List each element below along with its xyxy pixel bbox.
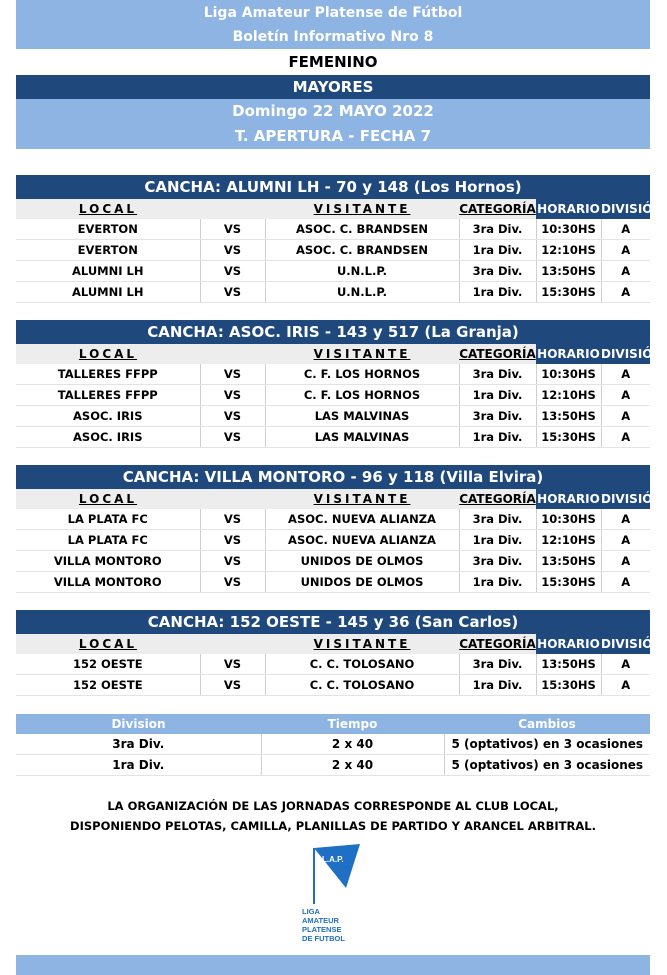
header-vs-spacer <box>200 634 265 654</box>
match-division: A <box>601 282 650 303</box>
cancha-block <box>16 465 663 593</box>
header-division: DIVISIÓN <box>601 489 650 509</box>
match-visitante: U.N.L.P. <box>265 282 459 303</box>
match-horario: 15:30HS <box>536 675 601 696</box>
match-local: VILLA MONTORO <box>16 572 200 593</box>
match-local: LA PLATA FC <box>16 530 200 551</box>
matches-table <box>16 344 663 448</box>
match-row <box>16 406 650 427</box>
match-visitante: UNIDOS DE OLMOS <box>265 551 459 572</box>
match-horario: 12:10HS <box>536 240 601 261</box>
header-local: LOCAL <box>16 199 200 219</box>
header-visitante: VISITANTE <box>265 489 459 509</box>
date-line: Domingo 22 MAYO 2022 <box>16 99 650 124</box>
cancha-title: CANCHA: VILLA MONTORO - 96 y 118 (Villa Elvira) <box>16 465 650 489</box>
match-horario: 15:30HS <box>536 572 601 593</box>
match-categoria: 3ra Div. <box>459 509 536 530</box>
match-categoria: 1ra Div. <box>459 282 536 303</box>
header-horario: HORARIO <box>536 489 601 509</box>
logo-text-line3: PLATENSE <box>302 925 342 934</box>
match-vs: VS <box>200 385 265 406</box>
match-row <box>16 282 650 303</box>
header-categoria: CATEGORÍA <box>459 199 536 219</box>
header-categoria: CATEGORÍA <box>459 634 536 654</box>
header-division: DIVISIÓN <box>601 344 650 364</box>
league-title: Liga Amateur Platense de Fútbol <box>16 0 650 25</box>
match-local: EVERTON <box>16 219 200 240</box>
match-horario: 13:50HS <box>536 551 601 572</box>
match-horario: 13:50HS <box>536 406 601 427</box>
match-local: TALLERES FFPP <box>16 385 200 406</box>
column-header-row <box>16 634 650 654</box>
logo-text-line2: AMATEUR <box>302 916 339 925</box>
match-row <box>16 509 650 530</box>
match-visitante: LAS MALVINAS <box>265 406 459 427</box>
match-visitante: C. C. TOLOSANO <box>265 654 459 675</box>
match-local: VILLA MONTORO <box>16 551 200 572</box>
bulletin-header <box>16 0 650 149</box>
rules-block <box>16 714 650 776</box>
rules-header-row <box>16 714 650 734</box>
rules-tiempo: 2 x 40 <box>261 734 444 755</box>
match-categoria: 1ra Div. <box>459 385 536 406</box>
cancha-block <box>16 610 663 696</box>
match-vs: VS <box>200 509 265 530</box>
match-local: ALUMNI LH <box>16 261 200 282</box>
match-categoria: 3ra Div. <box>459 219 536 240</box>
cancha-title: CANCHA: ASOC. IRIS - 143 y 517 (La Granja) <box>16 320 650 344</box>
rules-tiempo: 2 x 40 <box>261 755 444 776</box>
logo-text-line4: DE FUTBOL <box>302 934 345 943</box>
matches-table <box>16 489 663 593</box>
match-division: A <box>601 509 650 530</box>
match-division: A <box>601 219 650 240</box>
match-visitante: C. C. TOLOSANO <box>265 675 459 696</box>
footer-bar <box>16 955 650 975</box>
match-division: A <box>601 364 650 385</box>
header-local: LOCAL <box>16 489 200 509</box>
match-categoria: 1ra Div. <box>459 240 536 261</box>
rules-division: 1ra Div. <box>16 755 261 776</box>
cancha-block <box>16 320 663 448</box>
match-division: A <box>601 530 650 551</box>
logo-text-line1: LIGA <box>302 907 320 916</box>
match-visitante: U.N.L.P. <box>265 261 459 282</box>
organization-note <box>16 796 650 836</box>
match-local: ALUMNI LH <box>16 282 200 303</box>
header-horario: HORARIO <box>536 199 601 219</box>
match-categoria: 1ra Div. <box>459 427 536 448</box>
header-local: LOCAL <box>16 344 200 364</box>
match-local: EVERTON <box>16 240 200 261</box>
match-row <box>16 654 650 675</box>
header-local: LOCAL <box>16 634 200 654</box>
header-categoria: CATEGORÍA <box>459 344 536 364</box>
cancha-title: CANCHA: 152 OESTE - 145 y 36 (San Carlos) <box>16 610 650 634</box>
tournament-line: T. APERTURA - FECHA 7 <box>16 124 650 149</box>
column-header-row <box>16 344 650 364</box>
match-vs: VS <box>200 551 265 572</box>
match-horario: 15:30HS <box>536 282 601 303</box>
match-horario: 13:50HS <box>536 654 601 675</box>
cancha-block <box>16 175 663 303</box>
bulletin-number: Boletín Informativo Nro 8 <box>16 25 650 49</box>
match-visitante: ASOC. NUEVA ALIANZA <box>265 530 459 551</box>
match-horario: 10:30HS <box>536 509 601 530</box>
rules-header-tiempo: Tiempo <box>261 714 444 734</box>
header-division: DIVISIÓN <box>601 199 650 219</box>
match-categoria: 3ra Div. <box>459 551 536 572</box>
match-visitante: LAS MALVINAS <box>265 427 459 448</box>
league-logo <box>300 842 380 952</box>
match-local: 152 OESTE <box>16 654 200 675</box>
match-categoria: 3ra Div. <box>459 261 536 282</box>
match-horario: 15:30HS <box>536 427 601 448</box>
matches-table <box>16 634 663 696</box>
match-visitante: ASOC. C. BRANDSEN <box>265 219 459 240</box>
match-visitante: ASOC. C. BRANDSEN <box>265 240 459 261</box>
match-row <box>16 551 650 572</box>
rules-table <box>16 714 650 776</box>
header-visitante: VISITANTE <box>265 199 459 219</box>
match-horario: 10:30HS <box>536 364 601 385</box>
match-local: TALLERES FFPP <box>16 364 200 385</box>
match-vs: VS <box>200 261 265 282</box>
division-title: MAYORES <box>16 75 650 99</box>
match-categoria: 1ra Div. <box>459 675 536 696</box>
header-vs-spacer <box>200 199 265 219</box>
rules-header-division: Division <box>16 714 261 734</box>
match-vs: VS <box>200 427 265 448</box>
header-categoria: CATEGORÍA <box>459 489 536 509</box>
match-vs: VS <box>200 654 265 675</box>
match-row <box>16 530 650 551</box>
note-line-2: DISPONIENDO PELOTAS, CAMILLA, PLANILLAS DE PARTIDO Y ARANCEL ARBITRAL. <box>70 819 596 833</box>
match-local: LA PLATA FC <box>16 509 200 530</box>
header-visitante: VISITANTE <box>265 634 459 654</box>
match-vs: VS <box>200 406 265 427</box>
match-row <box>16 572 650 593</box>
match-horario: 12:10HS <box>536 385 601 406</box>
match-division: A <box>601 572 650 593</box>
match-row <box>16 240 650 261</box>
match-categoria: 3ra Div. <box>459 406 536 427</box>
matches-table <box>16 199 663 303</box>
header-division: DIVISIÓN <box>601 634 650 654</box>
logo-flag <box>314 844 360 888</box>
match-division: A <box>601 240 650 261</box>
cancha-title: CANCHA: ALUMNI LH - 70 y 148 (Los Hornos) <box>16 175 650 199</box>
match-visitante: C. F. LOS HORNOS <box>265 385 459 406</box>
column-header-row <box>16 489 650 509</box>
match-vs: VS <box>200 675 265 696</box>
rules-cambios: 5 (optativos) en 3 ocasiones <box>444 734 650 755</box>
match-categoria: 3ra Div. <box>459 654 536 675</box>
header-horario: HORARIO <box>536 344 601 364</box>
rules-header-cambios: Cambios <box>444 714 650 734</box>
match-local: 152 OESTE <box>16 675 200 696</box>
match-categoria: 1ra Div. <box>459 530 536 551</box>
match-row <box>16 219 650 240</box>
header-visitante: VISITANTE <box>265 344 459 364</box>
match-vs: VS <box>200 364 265 385</box>
match-vs: VS <box>200 282 265 303</box>
match-horario: 10:30HS <box>536 219 601 240</box>
match-division: A <box>601 406 650 427</box>
match-categoria: 1ra Div. <box>459 572 536 593</box>
match-division: A <box>601 551 650 572</box>
match-horario: 12:10HS <box>536 530 601 551</box>
match-visitante: C. F. LOS HORNOS <box>265 364 459 385</box>
match-row <box>16 427 650 448</box>
rules-row <box>16 734 650 755</box>
header-vs-spacer <box>200 344 265 364</box>
match-vs: VS <box>200 240 265 261</box>
note-line-1: LA ORGANIZACIÓN DE LAS JORNADAS CORRESPONDE AL CLUB LOCAL, <box>107 799 559 813</box>
match-visitante: UNIDOS DE OLMOS <box>265 572 459 593</box>
match-horario: 13:50HS <box>536 261 601 282</box>
match-row <box>16 364 650 385</box>
match-division: A <box>601 427 650 448</box>
category-title: FEMENINO <box>16 49 650 75</box>
match-local: ASOC. IRIS <box>16 427 200 448</box>
match-local: ASOC. IRIS <box>16 406 200 427</box>
match-vs: VS <box>200 530 265 551</box>
match-division: A <box>601 385 650 406</box>
match-categoria: 3ra Div. <box>459 364 536 385</box>
rules-cambios: 5 (optativos) en 3 ocasiones <box>444 755 650 776</box>
logo-flag-text: L.A.P. <box>322 855 344 864</box>
header-horario: HORARIO <box>536 634 601 654</box>
match-row <box>16 385 650 406</box>
match-division: A <box>601 654 650 675</box>
match-vs: VS <box>200 219 265 240</box>
column-header-row <box>16 199 650 219</box>
rules-division: 3ra Div. <box>16 734 261 755</box>
match-row <box>16 675 650 696</box>
match-vs: VS <box>200 572 265 593</box>
header-vs-spacer <box>200 489 265 509</box>
match-row <box>16 261 650 282</box>
match-division: A <box>601 261 650 282</box>
rules-row <box>16 755 650 776</box>
match-visitante: ASOC. NUEVA ALIANZA <box>265 509 459 530</box>
match-division: A <box>601 675 650 696</box>
